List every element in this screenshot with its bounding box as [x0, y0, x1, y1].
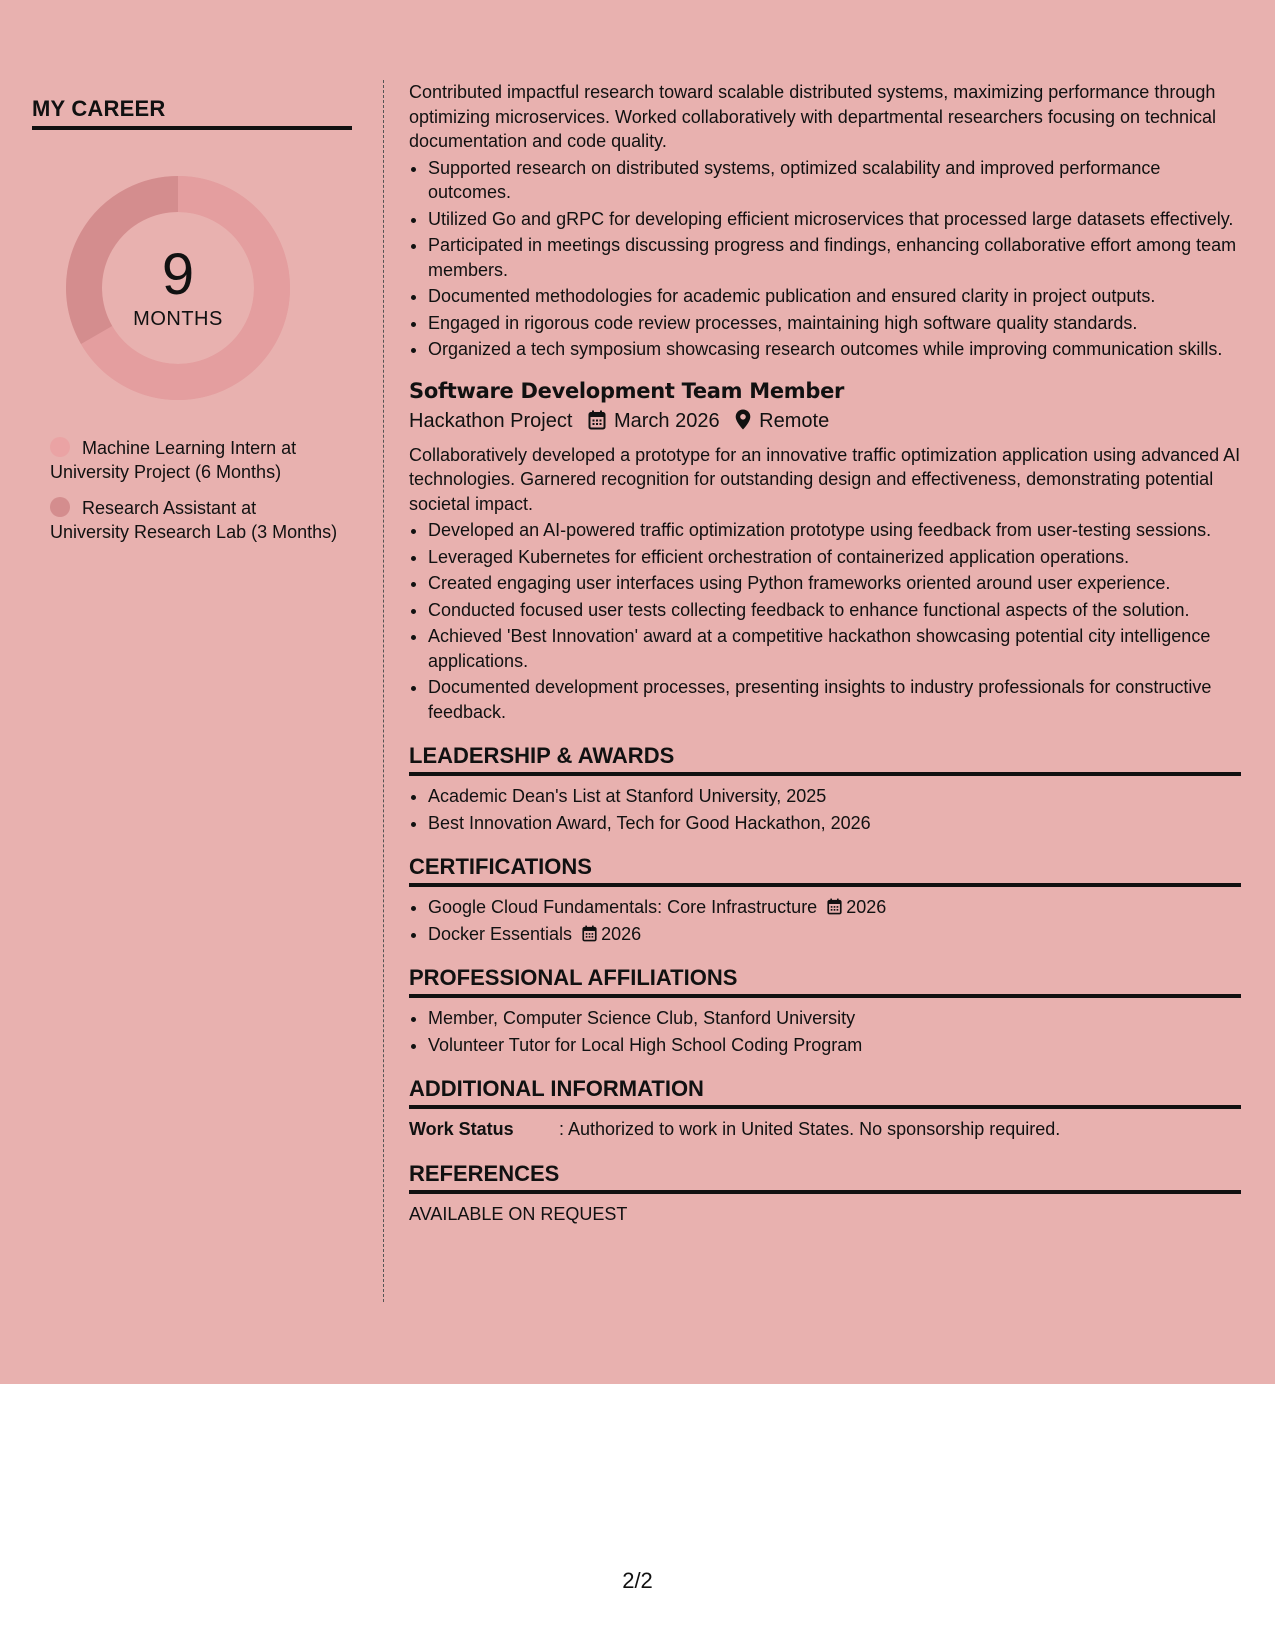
donut-center: [66, 176, 290, 400]
job-bullet: • Conducted focused user tests collecting feedback to enhance functional aspects of the solution.: [428, 598, 1241, 623]
list-item: • Volunteer Tutor for Local High School Coding Program: [428, 1033, 1241, 1058]
job-date: March 2026: [613, 409, 720, 432]
job-bullet: • Developed an AI-powered traffic optimization prototype using feedback from user-testing sessions.: [428, 518, 1241, 543]
work-status-label: Work Status: [409, 1119, 514, 1139]
affiliations-list: [409, 1006, 1241, 1057]
job-bullet: • Documented development processes, presenting insights to industry professionals for constructive feedback.: [428, 675, 1241, 724]
certification-year: 2026: [846, 897, 887, 917]
section-heading-certifications: CERTIFICATIONS: [409, 853, 1241, 887]
list-item: • Best Innovation Award, Tech for Good Hackathon, 2026: [428, 811, 1241, 836]
job-bullet: • Leveraged Kubernetes for efficient orchestration of containerized application operations.: [428, 545, 1241, 570]
job-bullet: • Participated in meetings discussing progress and findings, enhancing collaborative effort among team members.: [428, 233, 1241, 282]
job-bullets: [409, 156, 1241, 362]
legend-label: Machine Learning Intern at University Project (6 Months): [50, 438, 297, 482]
main-content: [409, 80, 1241, 1226]
legend-item: [50, 436, 340, 484]
job-bullet: • Achieved 'Best Innovation' award at a competitive hackathon showcasing potential city intelligence applications.: [428, 624, 1241, 673]
job-bullet: • Created engaging user interfaces using Python frameworks oriented around user experience.: [428, 571, 1241, 596]
legend-dot: [50, 437, 70, 457]
calendar-icon: [588, 409, 606, 439]
job-bullets: [409, 518, 1241, 724]
career-legend: [50, 436, 340, 556]
job-location: Remote: [759, 409, 830, 432]
job-summary: Contributed impactful research toward scalable distributed systems, maximizing performance through optimizing microservices. Worked collaboratively with departmental researchers focusing on technical documentation and code quality.: [409, 82, 1217, 151]
job-bullet: • Organized a tech symposium showcasing research outcomes while improving communication skills.: [428, 337, 1241, 362]
work-status-value: : Authorized to work in United States. No sponsorship required.: [559, 1119, 1061, 1139]
certifications-list: [409, 895, 1241, 946]
list-item: • Academic Dean's List at Stanford University, 2025: [428, 784, 1241, 809]
career-donut-chart: [66, 176, 290, 400]
calendar-icon: [582, 925, 597, 942]
calendar-icon: [827, 898, 842, 915]
certification-item: [428, 922, 1241, 947]
section-heading-leadership: LEADERSHIP & AWARDS: [409, 742, 1241, 776]
job-bullet: • Utilized Go and gRPC for developing efficient microservices that processed large datasets effectively.: [428, 207, 1241, 232]
donut-total-months: 9: [161, 241, 195, 307]
job-bullet: • Documented methodologies for academic publication and ensured clarity in project outputs.: [428, 284, 1241, 309]
section-heading-affiliations: PROFESSIONAL AFFILIATIONS: [409, 964, 1241, 998]
column-divider: [383, 80, 384, 1302]
job-bullet: • Engaged in rigorous code review processes, maintaining high software quality standards.: [428, 311, 1241, 336]
job-bullet: • Supported research on distributed systems, optimized scalability and improved performance outcomes.: [428, 156, 1241, 205]
donut-unit-label: MONTHS: [133, 307, 223, 330]
legend-dot: [50, 497, 70, 517]
career-heading: MY CAREER: [32, 96, 352, 130]
leadership-list: [409, 784, 1241, 835]
legend-label: Research Assistant at University Research Lab (3 Months): [50, 498, 338, 542]
list-item: • Member, Computer Science Club, Stanford University: [428, 1006, 1241, 1031]
references-text: AVAILABLE ON REQUEST: [409, 1203, 628, 1224]
section-heading-references: REFERENCES: [409, 1160, 1241, 1194]
section-heading-additional-info: ADDITIONAL INFORMATION: [409, 1075, 1241, 1109]
sidebar: [32, 96, 352, 542]
certification-name: Google Cloud Fundamentals: Core Infrastructure: [428, 897, 818, 917]
job-organization: Hackathon Project: [409, 409, 573, 432]
certification-year: 2026: [601, 923, 642, 944]
job-meta: [409, 406, 1241, 439]
page-number: 2/2: [622, 1568, 653, 1593]
work-status-row: [409, 1117, 1241, 1142]
certification-item: [428, 895, 1241, 920]
map-pin-icon: [735, 409, 751, 439]
legend-item: [50, 496, 340, 544]
job-title: Software Development Team Member: [409, 378, 845, 403]
job-summary: Collaboratively developed a prototype for an innovative traffic optimization application using advanced AI technologies. Garnered recognition for outstanding design and effectiveness, demonstrating potential societal impact.: [409, 444, 1241, 514]
certification-name: Docker Essentials: [428, 923, 573, 944]
